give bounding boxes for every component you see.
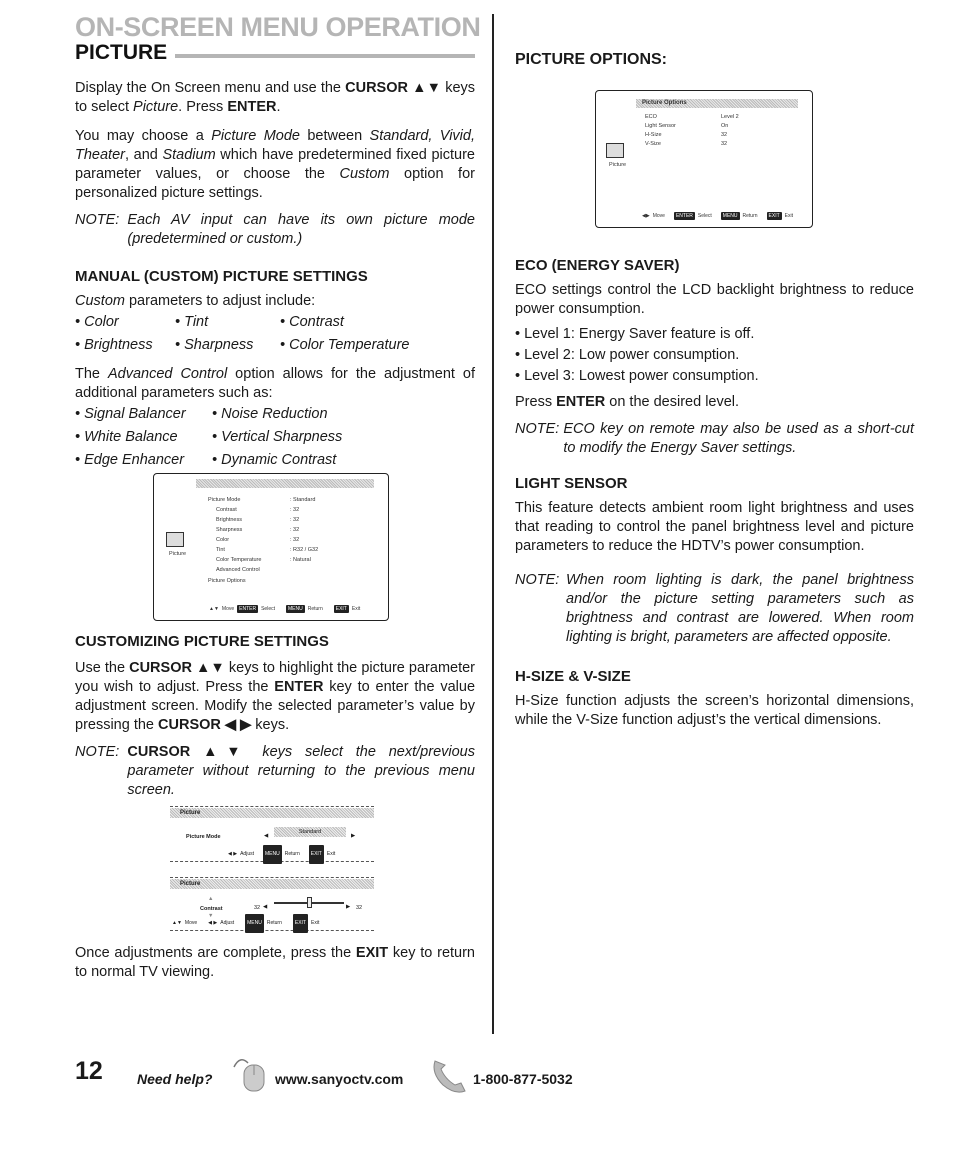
section-title: PICTURE: [75, 41, 168, 64]
hsize-vsize-paragraph: H-Size function adjusts the screen’s horizontal dimensions, while the V-Size function adjust’s the vertical dimensions.: [515, 693, 914, 728]
hsize-vsize-heading: H-SIZE & V-SIZE: [515, 668, 631, 685]
list-item: • Level 2: Low power consumption.: [515, 347, 740, 363]
menu-row: Tint: [216, 547, 225, 553]
eco-paragraph: ECO settings control the LCD backlight brightness to reduce power consumption.: [515, 282, 914, 317]
list-item: • Level 1: Energy Saver feature is off.: [515, 326, 755, 342]
section-title-row: [75, 41, 475, 65]
menu-row: Contrast: [216, 507, 237, 513]
adjust-header-bar: Picture: [170, 808, 374, 818]
contrast-adjust-screenshot: Picture ▲ Contrast ▼ 32 ◀ ▶ 32 ▲▼ Move ◀ ▶ Adjust MENU Return EXIT Exit: [170, 877, 374, 931]
page-title: ON-SCREEN MENU OPERATION: [75, 12, 481, 42]
custom-parameter-list: [75, 313, 475, 355]
list-item: • Color: [75, 314, 119, 330]
options-header-bar: Picture Options: [636, 99, 798, 108]
intro-paragraph-1: Display the On Screen menu and use the CURSOR ▲▼ keys to select Picture. Press ENTER.: [75, 80, 476, 115]
customizing-paragraph: Use the CURSOR ▲▼ keys to highlight the picture parameter you wish to adjust. Press the ENTER key to enter the value adjustment screen. Modify the selected parameter’s value by pressing the CURSOR ◀ ▶ keys.: [75, 660, 476, 733]
eco-section: [515, 256, 914, 730]
adjust-footer: ◀ ▶ Adjust MENU Return EXIT Exit: [228, 849, 335, 859]
menu-row: V-Size: [645, 141, 661, 147]
picture-mode-value: Standard: [274, 827, 346, 837]
closing-paragraph: Once adjustments are complete, press the EXIT key to return to normal TV viewing.: [75, 945, 475, 980]
phone-number: 1-800-877-5032: [473, 1071, 573, 1087]
list-item: • Signal Balancer: [75, 406, 186, 422]
customizing-section: [75, 632, 475, 800]
picture-mode-adjust-screenshot: Picture Picture Mode ◀ Standard ▶ ◀ ▶ Adjust MENU Return EXIT Exit: [170, 806, 374, 862]
advanced-control-paragraph: The Advanced Control option allows for the adjustment of additional parameters such as:: [75, 366, 476, 401]
list-item: • Sharpness: [175, 337, 254, 353]
section-rule: [175, 54, 475, 58]
list-item: • Color Temperature: [280, 337, 410, 353]
advanced-parameter-list: [75, 405, 475, 470]
tv-icon: [606, 143, 624, 158]
menu-row: Picture Options: [208, 578, 246, 584]
list-item: • Dynamic Contrast: [212, 452, 337, 468]
tv-icon: [166, 532, 184, 547]
list-item: • Contrast: [280, 314, 344, 330]
menu-row: Advanced Control: [216, 567, 260, 573]
mouse-icon: [230, 1053, 272, 1095]
note-eco-key: NOTE: ECO key on remote may also be used as a short-cut to modify the Energy Saver settings.: [515, 421, 914, 456]
options-footer: ◀▶ Move ENTER Select MENU Return EXIT Exit: [642, 213, 794, 219]
list-item: • White Balance: [75, 429, 178, 445]
intro-paragraph-2: You may choose a Picture Mode between Standard, Vivid, Theater, and Stadium which have predetermined fixed picture parameter values, or choose the Custom option for personalized picture settings.: [75, 128, 475, 201]
menu-footer: ▲▼ Move ENTER Select MENU Return EXIT Exit: [209, 606, 361, 612]
menu-header-bar: [196, 479, 374, 488]
need-help-label: Need help?: [137, 1071, 213, 1087]
menu-row: Sharpness: [216, 527, 243, 533]
eco-heading: ECO (ENERGY SAVER): [515, 257, 680, 274]
website-link[interactable]: www.sanyoctv.com: [275, 1071, 404, 1087]
picture-menu-rows: Picture Mode : Standard Contrast : 32 Brightness : 32 Sharpness : 32 Color : 32 Tint : R32 / G32 Color Temperature : Natural Advanced Control Picture Options: [208, 497, 319, 584]
eco-press-line: Press ENTER on the desired level.: [515, 394, 740, 410]
note-light-sensor: NOTE: When room lighting is dark, the panel brightness and/or the picture setting parameters such as brightness and contrast are lowered. When room lighting is bright, parameters are affected opposite.: [515, 572, 914, 645]
manual-settings-heading: MANUAL (CUSTOM) PICTURE SETTINGS: [75, 268, 368, 285]
menu-row: Brightness: [216, 517, 242, 523]
menu-row: Picture Mode: [208, 497, 241, 503]
eco-level-list: [515, 325, 914, 386]
list-item: • Tint: [175, 314, 209, 330]
page-number: 12: [75, 1057, 103, 1085]
customizing-heading: CUSTOMIZING PICTURE SETTINGS: [75, 633, 329, 650]
phone-icon: [429, 1055, 471, 1097]
list-item: • Level 3: Lowest power consumption.: [515, 368, 759, 384]
right-column: [515, 50, 914, 75]
note-av-input: NOTE: Each AV input can have its own picture mode (predetermined or custom.): [75, 212, 475, 247]
picture-menu-screenshot: Picture Picture Mode : Standard Contrast : 32 Brightness : 32 Sharpness : 32 Color : 32 Tint : R32 / G32 Color Temperature : Natural Advanced Control Picture Options ▲▼ Move ENTER Select MENU Return EXIT Exit: [153, 473, 389, 621]
light-sensor-heading: LIGHT SENSOR: [515, 475, 628, 492]
light-sensor-paragraph: This feature detects ambient room light brightness and uses that reading to control the panel brightness level and picture parameters to reduce the HDTV’s power consumption.: [515, 500, 914, 554]
column-divider: [492, 14, 494, 1034]
adjust-header-bar: Picture: [170, 879, 374, 889]
list-item: • Edge Enhancer: [75, 452, 185, 468]
contrast-footer: ▲▼ Move ◀ ▶ Adjust MENU Return EXIT Exit: [172, 918, 319, 928]
note-cursor-keys: NOTE: CURSOR ▲▼ keys select the next/previous parameter without returning to the previous menu screen.: [75, 744, 475, 798]
page-footer: [75, 1057, 595, 1097]
left-column: [75, 12, 481, 470]
manual-settings-intro: Custom parameters to adjust include:: [75, 293, 316, 309]
menu-row: Color Temperature: [216, 557, 262, 563]
menu-row: ECO: [645, 114, 657, 120]
menu-row: Light Sensor: [645, 123, 676, 129]
picture-options-screenshot: Picture Options Picture ECO Level 2 Light Sensor On H-Size 32 V-Size 32 ◀▶ Move ENTER Select MENU Return EXIT Exit: [595, 90, 813, 228]
list-item: • Noise Reduction: [212, 406, 328, 422]
menu-row: Color: [216, 537, 230, 543]
picture-options-heading: PICTURE OPTIONS:: [515, 51, 668, 68]
menu-row: H-Size: [645, 132, 662, 138]
list-item: • Brightness: [75, 337, 153, 353]
list-item: • Vertical Sharpness: [212, 429, 343, 445]
contrast-slider-thumb: [307, 897, 312, 908]
